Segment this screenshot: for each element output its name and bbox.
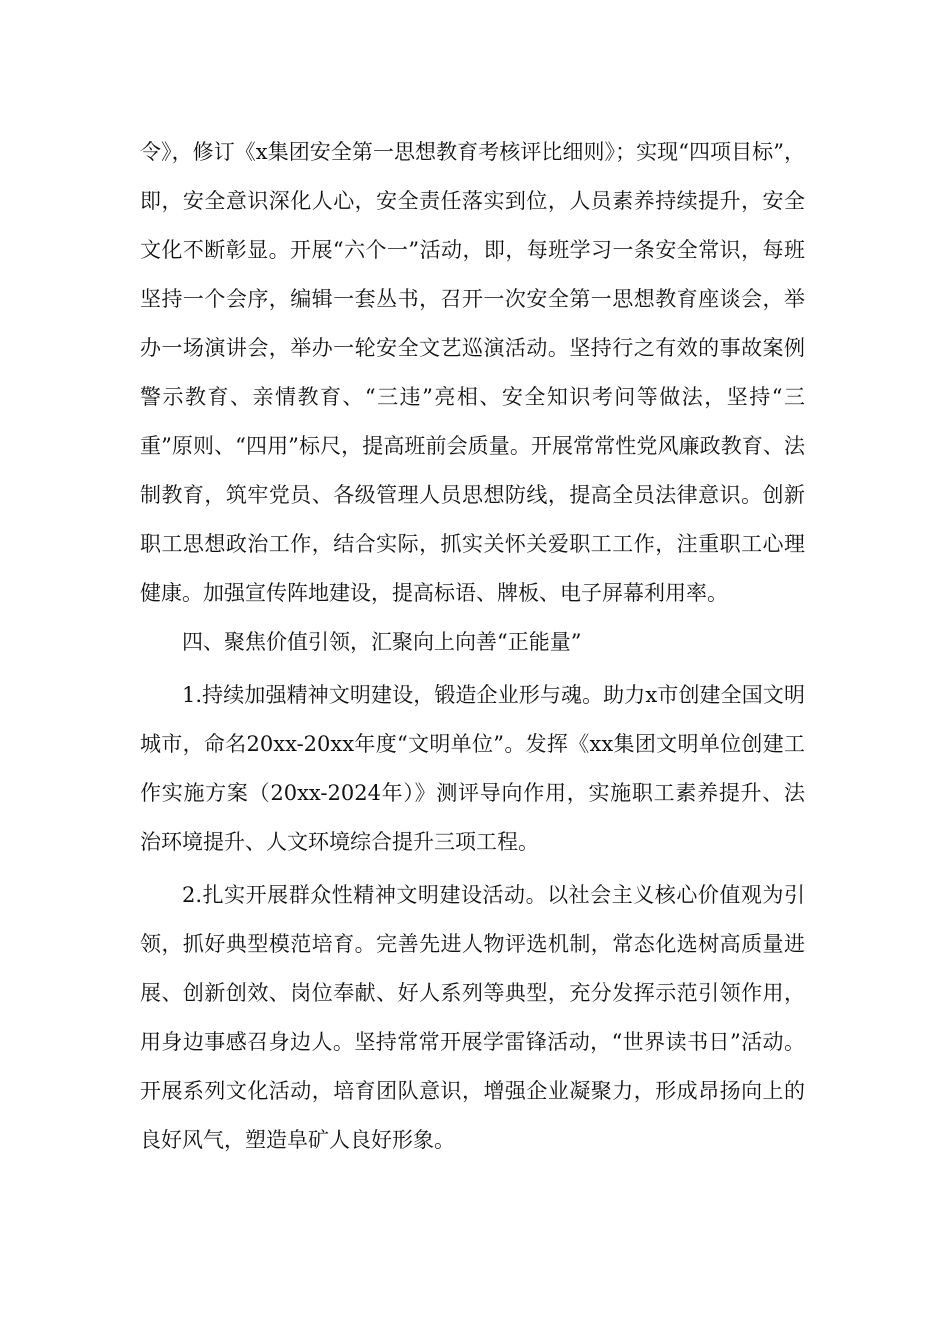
paragraph-item-1: 1.持续加强精神文明建设，锻造企业形与魂。助力x市创建全国文明城市，命名20xx-20xx年度“文明单位”。发挥《xx集团文明单位创建工作实施方案（20xx-2024年）》测评导向作用，实施职工素养提升、法治环境提升、人文环境综合提升三项工程。 [140,683,805,854]
document-body [140,128,805,1165]
paragraph-continuation: 令》，修订《x集团安全第一思想教育考核评比细则》；实现“四项目标”，即，安全意识深化人心，安全责任落实到位，人员素养持续提升，安全文化不断彰显。开展“六个一”活动，即，每班学习一条安全常识，每班坚持一个会序，编辑一套丛书，召开一次安全第一思想教育座谈会，举办一场演讲会，举办一轮安全文艺巡演活动。坚持行之有效的事故案例警示教育、亲情教育、“三违”亮相、安全知识考问等做法，坚持“三重”原则、“四用”标尺，提高班前会质量。开展常常性党风廉政教育、法制教育，筑牢党员、各级管理人员思想防线，提高全员法律意识。创新职工思想政治工作，结合实际，抓实关怀关爱职工工作，注重职工心理健康。加强宣传阵地建设，提高标语、牌板、电子屏幕利用率。 [140,140,805,605]
paragraph-item-2: 2.扎实开展群众性精神文明建设活动。以社会主义核心价值观为引领，抓好典型模范培育。完善先进人物评选机制，常态化选树高质量进展、创新创效、岗位奉献、好人系列等典型，充分发挥示范引领作用，用身边事感召身边人。坚持常常开展学雷锋活动，“世界读书日”活动。开展系列文化活动，培育团队意识，增强企业凝聚力，形成昂扬向上的良好风气，塑造阜矿人良好形象。 [140,883,805,1152]
section-heading: 四、聚焦价值引领，汇聚向上向善“正能量” [182,630,582,654]
